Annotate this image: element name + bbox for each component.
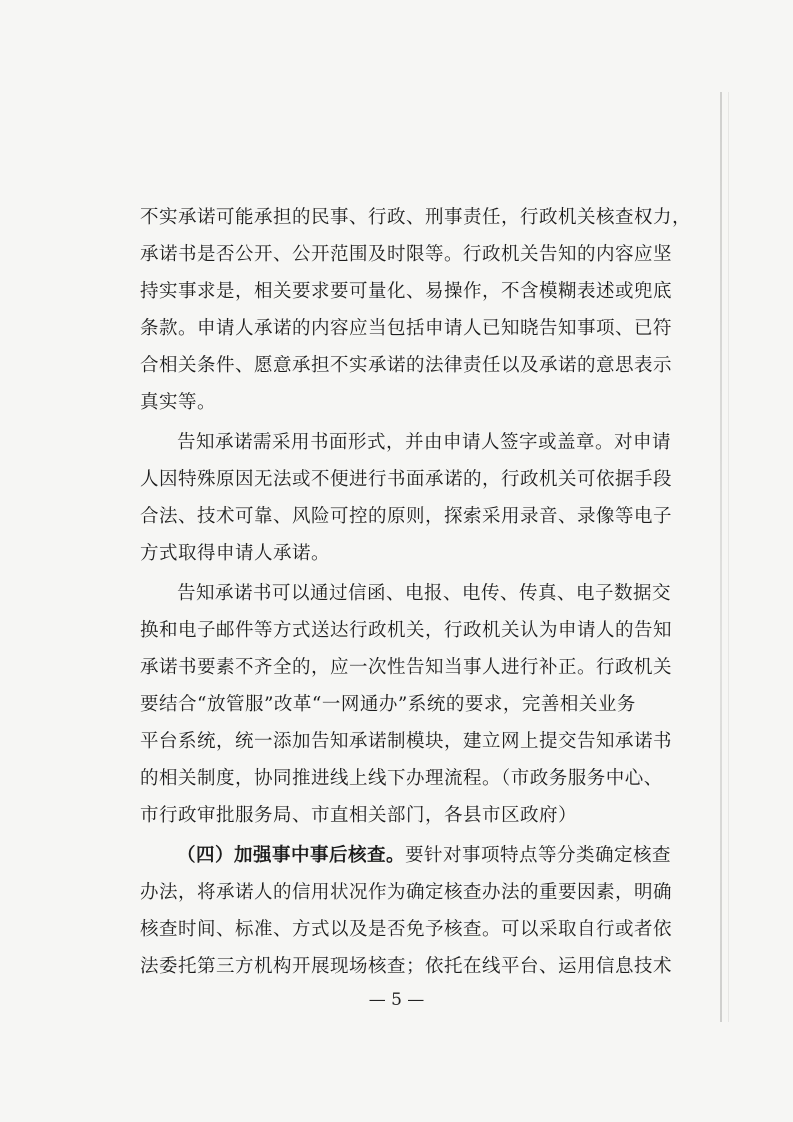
text-line: 换和电子邮件等方式送达行政机关，行政机关认为申请人的告知: [140, 620, 673, 641]
text-line: 真实等。: [140, 392, 217, 413]
page-number: — 5 —: [368, 990, 425, 1010]
text-line: 核查时间、标准、方式以及是否免予核查。可以采取自行或者依: [140, 919, 673, 940]
text-line: 法委托第三方机构开展现场核查；依托在线平台、运用信息技术: [140, 956, 673, 977]
text-line: 办法，将承诺人的信用状况作为确定核查办法的重要因素，明确: [140, 882, 673, 903]
page-edge-shadow-inner: [728, 92, 729, 1022]
text-line: 承诺书要素不齐全的，应一次性告知当事人进行补正。行政机关: [140, 657, 673, 678]
text-line: 合法、技术可靠、风险可控的原则，探索采用录音、录像等电子: [140, 506, 673, 527]
text-line-rest: 要针对事项特点等分类确定核查: [405, 845, 672, 866]
text-line: 要结合“放管服”改革“一网通办”系统的要求，完善相关业务: [140, 694, 636, 715]
text-line: 市行政审批服务局、市直相关部门，各县市区政府）: [140, 805, 578, 826]
section-heading: （四）加强事中事后核查。: [177, 845, 406, 866]
text-line: [177, 841, 671, 867]
text-line: 不实承诺可能承担的民事、行政、刑事责任，行政机关核查权力，: [140, 207, 692, 228]
text-line: 合相关条件、愿意承担不实承诺的法律责任以及承诺的意思表示: [140, 355, 673, 376]
text-line: 条款。申请人承诺的内容应当包括申请人已知晓告知事项、已符: [140, 318, 673, 339]
text-line: 告知承诺书可以通过信函、电报、电传、传真、电子数据交: [177, 583, 672, 604]
text-line: 的相关制度，协同推进线上线下办理流程。（市政务服务中心、: [140, 768, 663, 789]
page-edge-shadow: [720, 92, 722, 1022]
text-line: 持实事求是，相关要求要可量化、易操作，不含模糊表述或兜底: [140, 281, 673, 302]
text-line: 方式取得申请人承诺。: [140, 543, 331, 564]
text-line: 承诺书是否公开、公开范围及时限等。行政机关告知的内容应坚: [140, 244, 673, 265]
text-line: 人因特殊原因无法或不便进行书面承诺的，行政机关可依据手段: [140, 469, 673, 490]
text-line: 告知承诺需采用书面形式，并由申请人签字或盖章。对申请: [177, 432, 672, 453]
text-line: 平台系统，统一添加告知承诺制模块，建立网上提交告知承诺书: [140, 731, 673, 752]
